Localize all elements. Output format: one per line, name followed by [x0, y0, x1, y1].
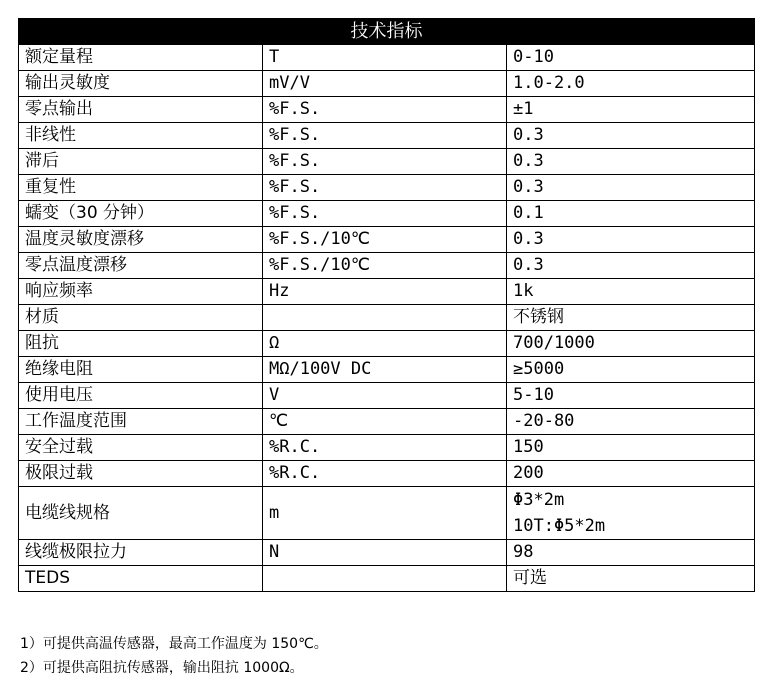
cell-unit: Hz — [263, 279, 507, 305]
cell-name: 响应频率 — [19, 279, 263, 305]
cell-unit: %F.S./10℃ — [263, 227, 507, 253]
table-row — [19, 123, 755, 149]
cell-value: 0.3 — [507, 123, 755, 149]
cell-value: -20-80 — [507, 409, 755, 435]
table-row — [19, 253, 755, 279]
cell-value: 150 — [507, 435, 755, 461]
cell-value: 0.3 — [507, 253, 755, 279]
cell-value: 98 — [507, 540, 755, 566]
table-row — [19, 149, 755, 175]
cell-name: 绝缘电阻 — [19, 357, 263, 383]
table-row — [19, 97, 755, 123]
spec-table — [18, 18, 755, 592]
table-row — [19, 566, 755, 592]
table-row — [19, 201, 755, 227]
cell-unit — [263, 566, 507, 592]
cell-value: ≥5000 — [507, 357, 755, 383]
note-2: 2）可提供高阻抗传感器，输出阻抗 1000Ω。 — [20, 660, 304, 676]
cell-value: ±1 — [507, 97, 755, 123]
cell-name: 蠕变（30 分钟） — [19, 201, 263, 227]
table-row — [19, 540, 755, 566]
cell-name: 滞后 — [19, 149, 263, 175]
cell-name: 阻抗 — [19, 331, 263, 357]
table-row — [19, 331, 755, 357]
table-row — [19, 357, 755, 383]
cell-value: 可选 — [507, 566, 755, 592]
table-row — [19, 305, 755, 331]
cell-name: 极限过载 — [19, 461, 263, 487]
cell-value: 0.3 — [507, 175, 755, 201]
cable-value-line-2: 10T:Φ5*2m — [513, 516, 606, 536]
note-1: 1）可提供高温传感器，最高工作温度为 150℃。 — [20, 636, 328, 652]
cell-name: 重复性 — [19, 175, 263, 201]
table-row — [19, 435, 755, 461]
cell-value — [507, 487, 755, 540]
table-header-row — [19, 19, 755, 45]
cell-value: 5-10 — [507, 383, 755, 409]
cell-unit — [263, 305, 507, 331]
cell-name: 电缆线规格 — [19, 487, 263, 540]
table-body — [19, 45, 755, 592]
cell-unit: %F.S./10℃ — [263, 253, 507, 279]
cable-value-line-1: Φ3*2m — [513, 490, 565, 510]
cell-unit: MΩ/100V DC — [263, 357, 507, 383]
cell-name: 额定量程 — [19, 45, 263, 71]
cell-value: 不锈钢 — [507, 305, 755, 331]
cell-value: 200 — [507, 461, 755, 487]
table-row — [19, 461, 755, 487]
cell-value: 0.3 — [507, 149, 755, 175]
cell-unit: m — [263, 487, 507, 540]
notes — [20, 632, 328, 680]
cell-unit: %R.C. — [263, 461, 507, 487]
cell-unit: mV/V — [263, 71, 507, 97]
cell-name: 安全过载 — [19, 435, 263, 461]
cell-unit: %F.S. — [263, 175, 507, 201]
cell-unit: T — [263, 45, 507, 71]
cell-name: 工作温度范围 — [19, 409, 263, 435]
cell-value: 700/1000 — [507, 331, 755, 357]
table-row — [19, 409, 755, 435]
table-row — [19, 383, 755, 409]
cell-unit: Ω — [263, 331, 507, 357]
table-row — [19, 227, 755, 253]
table-title: 技术指标 — [19, 19, 755, 45]
cell-value: 0.1 — [507, 201, 755, 227]
cell-name: 使用电压 — [19, 383, 263, 409]
cell-name: 线缆极限拉力 — [19, 540, 263, 566]
cell-name: TEDS — [19, 566, 263, 592]
cell-name: 零点温度漂移 — [19, 253, 263, 279]
cell-name: 温度灵敏度漂移 — [19, 227, 263, 253]
cell-unit: %F.S. — [263, 123, 507, 149]
cell-name: 零点输出 — [19, 97, 263, 123]
cell-value: 1.0-2.0 — [507, 71, 755, 97]
cell-unit: N — [263, 540, 507, 566]
cell-name: 非线性 — [19, 123, 263, 149]
table-row — [19, 279, 755, 305]
cell-value: 1k — [507, 279, 755, 305]
cell-unit: %R.C. — [263, 435, 507, 461]
cell-name: 材质 — [19, 305, 263, 331]
cell-unit: V — [263, 383, 507, 409]
cell-unit: %F.S. — [263, 97, 507, 123]
table-row — [19, 45, 755, 71]
table-row — [19, 71, 755, 97]
cell-unit: %F.S. — [263, 149, 507, 175]
cell-value: 0.3 — [507, 227, 755, 253]
table-row-cable — [19, 487, 755, 540]
cell-unit: ℃ — [263, 409, 507, 435]
cell-unit: %F.S. — [263, 201, 507, 227]
cell-name: 输出灵敏度 — [19, 71, 263, 97]
table-row — [19, 175, 755, 201]
cell-value: 0-10 — [507, 45, 755, 71]
